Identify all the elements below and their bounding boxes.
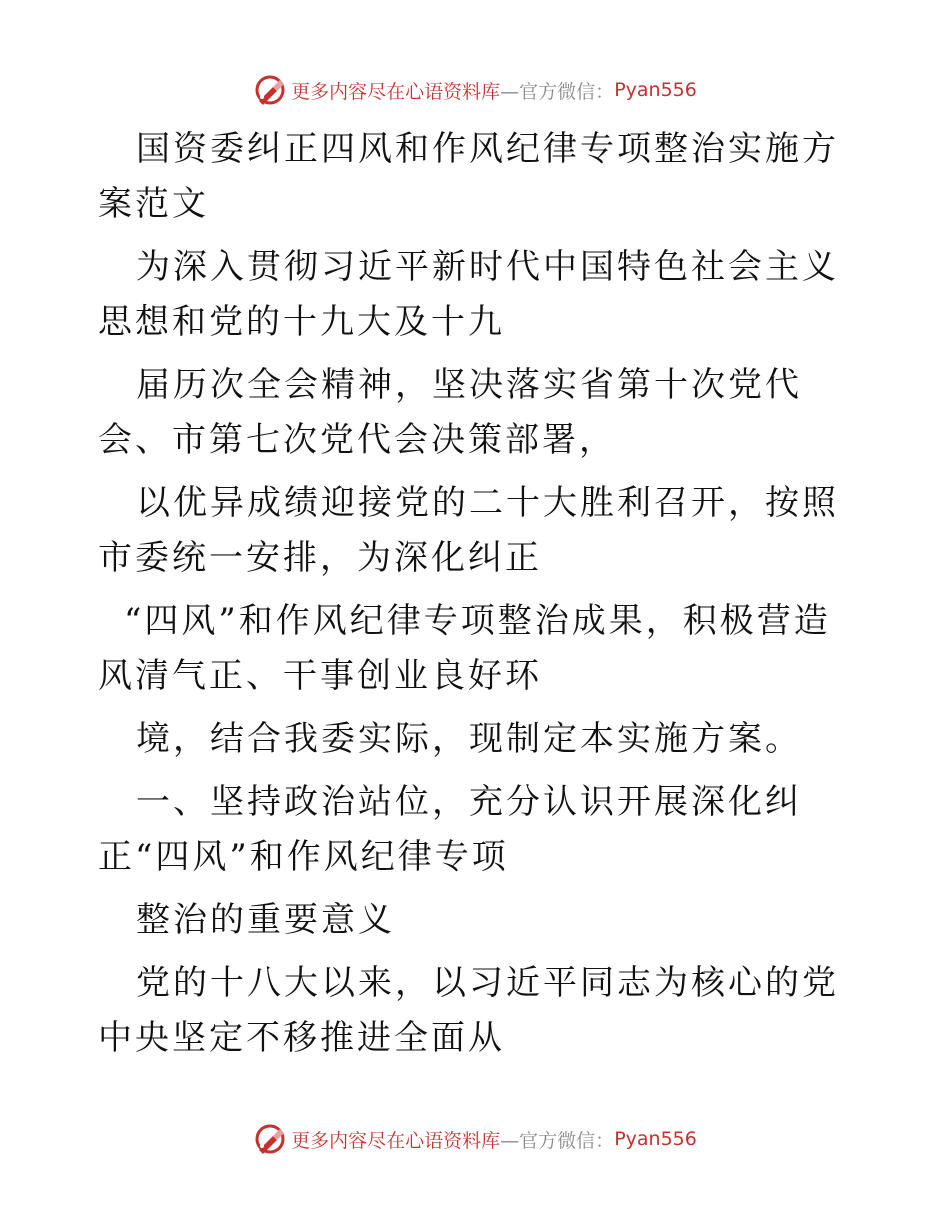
banner-text-red: 更多内容尽在心语资料库 (291, 1129, 501, 1152)
section-heading-1: 一、坚持政治站位，充分认识开展深化纠正“四风”和作风纪律专项 (98, 782, 802, 877)
banner-text-red: 更多内容尽在心语资料库 (291, 80, 501, 103)
banner-wechat-id: Pyan556 (614, 79, 697, 101)
paragraph-4: “四风”和作风纪律专项整治成果，积极营造风清气正、干事创业良好环 (98, 601, 831, 696)
pen-logo-icon (253, 73, 287, 107)
paragraph-2: 届历次全会精神，坚决落实省第十次党代会、市第七次党代会决策部署， (98, 365, 802, 460)
banner-text-gray: —官方微信： (500, 80, 615, 103)
header-banner (0, 73, 950, 107)
document-body (98, 122, 858, 1074)
section-heading-1-cont: 整治的重要意义 (136, 900, 395, 940)
paragraph-3: 以优异成绩迎接党的二十大胜利召开，按照市委统一安排，为深化纠正 (98, 483, 839, 578)
document-title: 国资委纠正四风和作风纪律专项整治实施方案范文 (98, 129, 839, 224)
paragraph-1: 为深入贯彻习近平新时代中国特色社会主义思想和党的十九大及十九 (98, 247, 839, 342)
paragraph-5: 境，结合我委实际，现制定本实施方案。 (136, 719, 802, 759)
pen-logo-icon (253, 1122, 287, 1156)
footer-banner (0, 1122, 950, 1156)
paragraph-6: 党的十八大以来，以习近平同志为核心的党中央坚定不移推进全面从 (98, 963, 839, 1058)
banner-text-gray: —官方微信： (500, 1129, 615, 1152)
banner-wechat-id: Pyan556 (614, 1128, 697, 1150)
